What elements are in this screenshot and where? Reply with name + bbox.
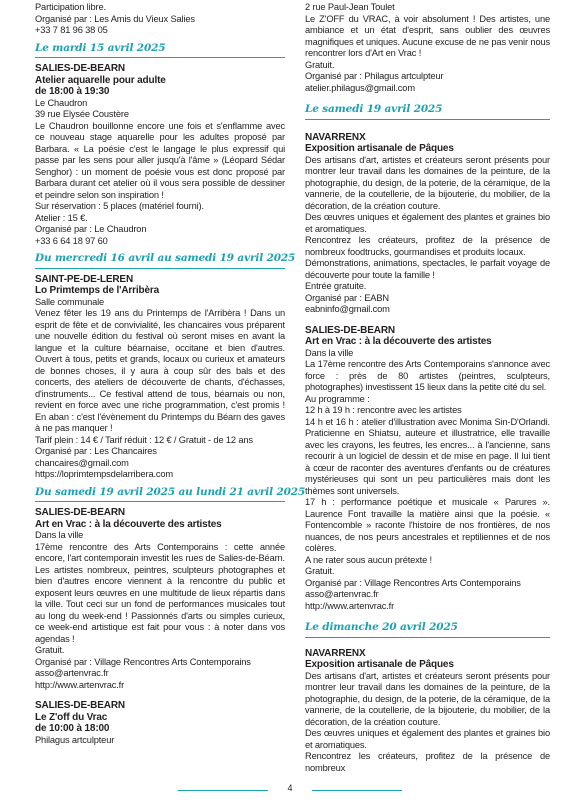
event-expo-paques-samedi bbox=[305, 104, 550, 316]
event-body: Dans la ville La 17ème rencontre des Arts Contemporains s'annonce avec force : près de 80 artistes (peintres, sculpteurs, photographes) investissent 15 lieux dans la petite cité du sel. Au programme : 12 h à 19 h : rencontre avec les artistes 14 h et 16 h : atelier d'illustration avec Monima Sin-D'Orlandi. Praticienne en Shiatsu, auteure et illustratrice, elle travaille avec les crayons, les feutres, les encres... à l'ancienne, sans recourir à un logiciel de dessin et de mise en page. Il lui tient à cœur de raconter des aventures d'enfants ou de créatures mystérieuses qui sont un peu particulières mais dont les thèmes sont universels. 17 h : performance poétique et musicale « Parures ». Laurence Font travaille la matière ainsi que la poésie. « Fontencomble » raconte l'histoire de nos frontières, de nos nuances, de nos peurs ancestrales et reptiliennes et de nos colères. A ne rater sous aucun prétexte ! Gratuit. Organisé par : Village Rencontres Arts Contemporains asso@artenvrac.fr http://www.artenvrac.fr bbox=[305, 347, 550, 611]
event-body: Des artisans d'art, artistes et créateurs seront présents pour montrer leur travail dans les domaines de la peinture, de la photographie, du design, de la poterie, de la céramique, de la vannerie, de la coutellerie, de la bijouterie, du mobilier, de la décoration, de la création couture. Des œuvres uniques et également des plantes et graines bio et aromatiques. Rencontrez les créateurs, profitez de la présence de nombreux bbox=[305, 670, 550, 773]
event-place: SALIES-DE-BEARN bbox=[35, 700, 125, 711]
event-title: Exposition artisanale de Pâques bbox=[305, 659, 454, 670]
footer-rule-left bbox=[178, 790, 268, 791]
event-body: Le Chaudron 39 rue Elysée Coustère Le Chaudron bouillonne encore une fois et s'enflamme avec ce nouveau stage aquarelle pour les adultes proposé par Barbara. « La poésie c'est le langage le plus expressif qui passe par les sens pour aller jusqu'à l'âme » (Léopard Sédar Senghor) : un moment de poésie vous est donc proposé par Barbara durant cet atelier où il vous sera possible de dessiner et peindre selon son inspiration ! Sur réservation : 5 places (matériel fourni). Atelier : 15 €. Organisé par : Le Chaudron +33 6 64 18 97 60 bbox=[35, 97, 285, 246]
event-place: SALIES-DE-BEARN bbox=[35, 507, 125, 518]
event-date: Le dimanche 20 avril 2025 bbox=[305, 621, 458, 633]
right-column bbox=[305, 0, 550, 774]
event-expo-paques-dimanche bbox=[305, 622, 550, 774]
event-atelier-aquarelle bbox=[35, 43, 285, 248]
event-place: NAVARRENX bbox=[305, 647, 366, 659]
date-underline bbox=[35, 57, 285, 58]
event-hours: de 18:00 à 19:30 bbox=[35, 86, 110, 97]
date-underline bbox=[305, 637, 550, 638]
date-underline bbox=[305, 119, 550, 120]
event-title: Art en Vrac : à la découverte des artistes bbox=[305, 336, 492, 347]
page-number: 4 bbox=[287, 783, 293, 793]
event-title: Art en Vrac : à la découverte des artistes bbox=[35, 518, 222, 530]
event-place: SALIES-DE-BEARN bbox=[35, 63, 125, 74]
event-date: Le mardi 15 avril 2025 bbox=[35, 41, 166, 54]
event-date: Du mercredi 16 avril au samedi 19 avril 2025 bbox=[35, 252, 296, 264]
date-underline bbox=[35, 501, 285, 502]
event-place: SALIES-DE-BEARN bbox=[305, 324, 395, 336]
event-title: Le Z'off du Vrac bbox=[35, 711, 108, 723]
date-underline bbox=[35, 268, 285, 269]
continued-text: 2 rue Paul-Jean Toulet Le Z'OFF du VRAC, à voir absolument ! Des artistes, une ambiance et un état d'esprit, sans oublier des œuvres magnifiques et uniques. Aucune excuse de ne pas venir nous rencontrer lors d'Art en Vrac ! Gratuit. Organisé par : Philagus artculpteur atelier.philagus@gmail.com bbox=[305, 2, 550, 93]
event-art-en-vrac-programme bbox=[305, 325, 550, 613]
event-body: Salle communale Venez fêter les 19 ans du Printemps de l'Arribèra ! Dans un esprit de fête et de convivialité, les chancaires vous préparent une nouvelle édition du festival où seront mises en avant la langue et la culture béarnaise, occitane et bien d'autres. Ouvert à tous, petits et grands, locaux ou curieux et amateurs de bonnes choses, il y aura à coup sûr des bals et des concerts, des ateliers de découverte de chants, d'échasses, d'instruments... Ce festival attend de tous, béarnais ou non, revient en force avec une riche programmation, c'est promis ! En aban : c'est l'évènement du Printemps du Béarn des gaves à ne pas manquer ! Tarif plein : 14 € / Tarif réduit : 12 € / Gratuit - de 12 ans Organisé par : Les Chancaires chancaires@gmail.com https://loprimtempsdelarribera.com bbox=[35, 296, 285, 479]
event-title: Exposition artisanale de Pâques bbox=[305, 143, 454, 154]
event-body: Des artisans d'art, artistes et créateurs seront présents pour montrer leur travail dans les domaines de la peinture, de la photographie, du design, de la poterie, de la céramique, de la vannerie, de la coutellerie, de la bijouterie, du mobilier, de la décoration, de la création couture. Des œuvres uniques et également des plantes et graines bio et aromatiques. Rencontrez les créateurs, profitez de la présence de nombreux foodtrucks, gourmandises et produits locaux. Démonstrations, animations, spectacles, le parfait voyage de découverte pour toute la famille ! Entrée gratuite. Organisé par : EABN eabninfo@gmail.com bbox=[305, 154, 550, 314]
event-body: Dans la ville 17ème rencontre des Arts Contemporains : cette année encore, l'art contemporain investit les rues de Salies-de-Béarn. Les artistes nombreux, peintres, sculpteurs photographes et bien d'autres encore viennent à la rencontre du public et exposent leurs œuvres en une multitude de lieux répartis dans la ville. Tout ceci sur un fond de performances musicales tout au long du week-end ! Passionnés d'arts ou simples curieux, ce week-end artistique est fait pour vous : à noter dans vos agendas ! Gratuit. Organisé par : Village Rencontres Arts Contemporains asso@artenvrac.fr http://www.artenvrac.fr bbox=[35, 530, 285, 690]
event-date: Du samedi 19 avril 2025 au lundi 21 avril 2025 bbox=[35, 485, 306, 498]
event-title: Lo Primtemps de l'Arribèra bbox=[35, 285, 160, 296]
event-title: Atelier aquarelle pour adulte bbox=[35, 74, 166, 86]
footer-rule-right bbox=[312, 790, 402, 791]
event-date: Le samedi 19 avril 2025 bbox=[305, 103, 443, 115]
event-body: Philagus artculpteur bbox=[35, 734, 115, 745]
event-primtemps-arribera bbox=[35, 252, 296, 481]
event-zoff-du-vrac bbox=[35, 700, 285, 746]
event-place: SAINT-PE-DE-LEREN bbox=[35, 273, 134, 285]
continued-text: Participation libre. Organisé par : Les Amis du Vieux Salies +33 7 81 96 38 05 bbox=[35, 2, 195, 35]
event-art-en-vrac bbox=[35, 485, 306, 692]
event-hours: de 10:00 à 18:00 bbox=[35, 723, 110, 734]
event-place: NAVARRENX bbox=[305, 131, 366, 143]
left-column bbox=[35, 0, 306, 746]
